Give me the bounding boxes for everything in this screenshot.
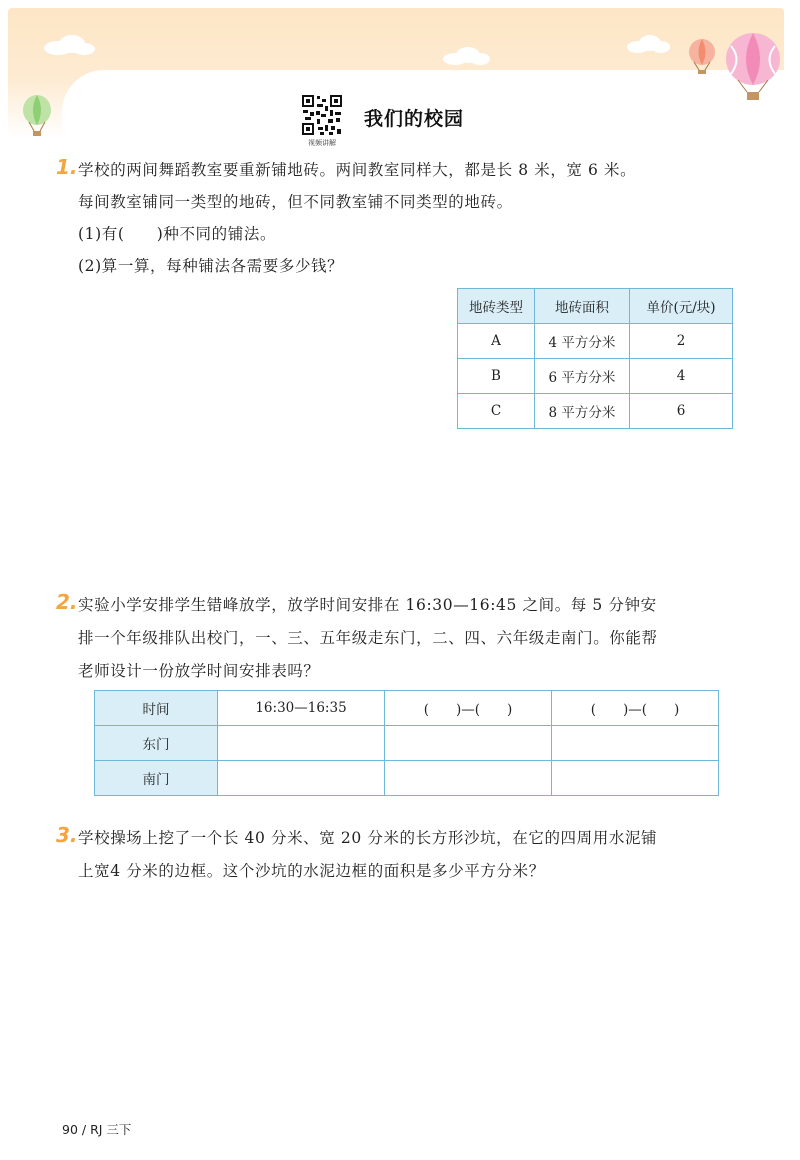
- answer-cell[interactable]: [218, 726, 385, 761]
- time-answer-cell[interactable]: ( )—( ): [552, 691, 719, 726]
- cloud-icon: [440, 46, 492, 66]
- table-header-cell: 地砖类型: [458, 289, 535, 324]
- qr-code-icon[interactable]: [301, 94, 343, 136]
- answer-cell[interactable]: [552, 726, 719, 761]
- hot-air-balloon-icon: [18, 94, 56, 138]
- time-answer-cell[interactable]: ( )—( ): [385, 691, 552, 726]
- page-number: 90 / RJ 三下: [62, 1122, 132, 1137]
- table-header-cell: 地砖面积: [535, 289, 630, 324]
- question-2-line: 实验小学安排学生错峰放学，放学时间安排在 16:30—16:45 之间。每 5 分钟安: [78, 596, 657, 614]
- answer-cell[interactable]: [218, 761, 385, 796]
- table-cell: 8 平方分米: [535, 394, 630, 429]
- qr-caption: 视频讲解: [308, 139, 336, 147]
- question-1-part-1: (1)有( )种不同的铺法。: [78, 225, 277, 243]
- table-cell: 6 平方分米: [535, 359, 630, 394]
- question-1-number: 1.: [56, 155, 78, 179]
- table-header-row: [458, 289, 733, 324]
- row-label-south-gate: 南门: [95, 761, 218, 796]
- table-cell: 4 平方分米: [535, 324, 630, 359]
- hot-air-balloon-icon: [722, 32, 784, 104]
- table-row: [458, 394, 733, 429]
- table-row: [95, 726, 719, 761]
- table-row: [458, 324, 733, 359]
- page-title: 我们的校园: [364, 108, 465, 130]
- table-cell: A: [458, 324, 535, 359]
- question-2-line: 排一个年级排队出校门，一、三、五年级走东门，二、四、六年级走南门。你能帮: [78, 629, 658, 647]
- question-1-line: 学校的两间舞蹈教室要重新铺地砖。两间教室同样大，都是长 8 米，宽 6 米。: [78, 161, 637, 179]
- tile-price-table: [457, 288, 733, 429]
- question-3-number: 3.: [56, 823, 78, 847]
- row-label-time: 时间: [95, 691, 218, 726]
- question-1-line: 每间教室铺同一类型的地砖，但不同教室铺不同类型的地砖。: [78, 193, 513, 211]
- answer-cell[interactable]: [385, 761, 552, 796]
- table-cell: 2: [630, 324, 733, 359]
- answer-cell[interactable]: [552, 761, 719, 796]
- row-label-east-gate: 东门: [95, 726, 218, 761]
- table-row: [458, 359, 733, 394]
- question-2-number: 2.: [56, 590, 78, 614]
- question-2-line: 老师设计一份放学时间安排表吗？: [78, 662, 320, 680]
- question-3-line: 上宽4 分米的边框。这个沙坑的水泥边框的面积是多少平方分米？: [78, 862, 545, 880]
- table-row: [95, 761, 719, 796]
- table-cell: 6: [630, 394, 733, 429]
- table-cell: 4: [630, 359, 733, 394]
- table-header-cell: 单价(元/块): [630, 289, 733, 324]
- table-cell: B: [458, 359, 535, 394]
- question-3-line: 学校操场上挖了一个长 40 分米、宽 20 分米的长方形沙坑，在它的四周用水泥铺: [78, 829, 658, 847]
- hot-air-balloon-icon: [686, 38, 718, 76]
- time-cell: 16:30—16:35: [218, 691, 385, 726]
- question-1-part-2: (2)算一算，每种铺法各需要多少钱？: [78, 257, 344, 275]
- answer-cell[interactable]: [385, 726, 552, 761]
- table-cell: C: [458, 394, 535, 429]
- table-row: [95, 691, 719, 726]
- dismissal-schedule-table: [94, 690, 719, 796]
- cloud-icon: [40, 34, 96, 56]
- cloud-icon: [624, 34, 672, 54]
